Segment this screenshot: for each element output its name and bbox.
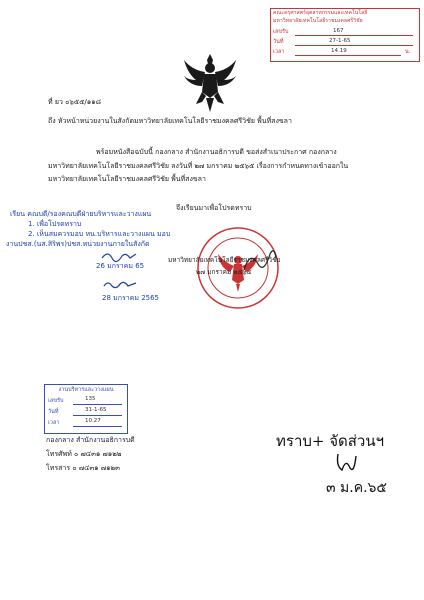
planning-date-line xyxy=(73,415,122,416)
body-line-2: มหาวิทยาลัยเทคโนโลยีราชมงคลศรีวิชัย ลงวันที่ ๒๗ มกราคม ๒๕๖๕ เรื่องการกำหนดทางเข้าออกใน xyxy=(48,162,349,170)
garuda-emblem-icon xyxy=(182,52,238,114)
handwritten-signature-icon xyxy=(334,450,362,476)
planning-time-label: เวลา xyxy=(48,420,60,426)
receipt-stamp-org-line2: มหาวิทยาลัยเทคโนโลยีราชมงคลศรีวิชัย xyxy=(273,18,363,24)
department-line: กองกลาง สำนักงานอธิการบดี xyxy=(46,436,135,444)
planning-date-label: วันที่ xyxy=(48,409,59,415)
receipt-date-label: วันที่ xyxy=(273,39,284,45)
receipt-no-label: เลขรับ xyxy=(273,29,289,35)
receipt-stamp xyxy=(270,8,420,62)
university-stamp-text: มหาวิทยาลัยเทคโนโลยีราชมงคลศรีวิชัย xyxy=(168,256,281,264)
body-line-3: มหาวิทยาลัยเทคโนโลยีราชมงคลศรีวิชัย พื้นที่สงขลา xyxy=(48,175,206,183)
handwritten-date: ๓ ม.ค.๖๕ xyxy=(326,480,387,496)
receipt-date-value: 27-1-65 xyxy=(329,38,351,44)
blue-note-date-1: 26 มกราคม 65 xyxy=(96,262,145,270)
stamp-date: ๒๗ มกราคม ๒๕๖๕ xyxy=(196,268,252,276)
blue-note-line-3: 2. เห็นสมควรมอบ หน.บริหารและวางแผน มอบ xyxy=(28,230,171,238)
blue-initials-2-icon xyxy=(102,278,138,292)
recipient-line: ถึง หัวหน้าหน่วยงานในสังกัดมหาวิทยาลัยเทคโนโลยีราชมงคลศรีวิชัย พื้นที่สงขลา xyxy=(48,117,292,125)
planning-no-value: 135 xyxy=(85,396,96,402)
receipt-time-label: เวลา xyxy=(273,49,285,55)
receipt-time-line xyxy=(295,55,401,56)
receipt-date-line xyxy=(295,45,413,46)
receipt-time-value: 14.19 xyxy=(331,48,347,54)
reference-number: ที่ ยว ๐๖๕๕/๑๑๘ xyxy=(48,98,102,106)
handwritten-note: ทราบ+ จัดส่วนฯ xyxy=(276,432,385,450)
planning-time-line xyxy=(73,426,122,427)
planning-date-value: 31-1-65 xyxy=(85,407,107,413)
planning-stamp-title: งานบริหารและวางแผน xyxy=(58,387,114,393)
phone-line: โทรศัพท์ ๐ ๗๔๓๑ ๗๑๒๒ xyxy=(46,450,122,458)
blue-note-line-1: เรียน คณบดี/รองคณบดีฝ่ายบริหารและวางแผน xyxy=(10,210,152,218)
body-line-1: พร้อมหนังสือฉบับนี้ กองกลาง สำนักงานอธิการบดี ขอส่งสำเนาประกาศ กองกลาง xyxy=(96,148,337,156)
receipt-no-value: 167 xyxy=(333,28,344,34)
fax-line: โทรสาร ๐ ๗๔๓๑ ๗๑๒๓ xyxy=(46,464,120,472)
planning-stamp xyxy=(44,384,128,434)
receipt-time-suffix: น. xyxy=(405,49,411,55)
blue-note-line-4: งานปชส.(นส.สิริพร)ปชส.หน่วยงานภายในสังกัด xyxy=(6,240,150,248)
planning-no-label: เลขรับ xyxy=(48,398,64,404)
receipt-no-line xyxy=(295,35,413,36)
planning-time-value: 10.27 xyxy=(85,418,101,424)
closing-line: จึงเรียนมาเพื่อโปรดทราบ xyxy=(176,204,252,212)
planning-no-line xyxy=(73,404,122,405)
blue-note-date-2: 28 มกราคม 2565 xyxy=(102,294,160,302)
receipt-stamp-org-line1: คณะครุศาสตร์อุตสาหกรรมและเทคโนโลยี xyxy=(273,10,368,16)
blue-note-line-2: 1. เพื่อโปรดทราบ xyxy=(28,220,82,228)
director-signature-icon xyxy=(240,240,280,280)
